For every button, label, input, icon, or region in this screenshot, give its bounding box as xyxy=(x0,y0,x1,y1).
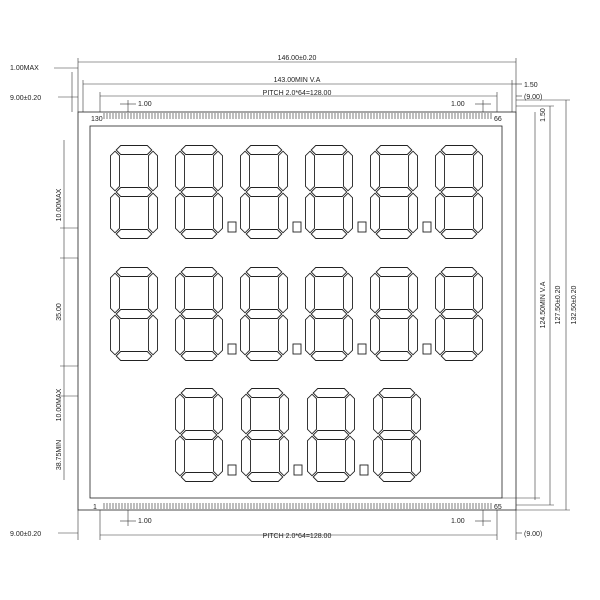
segment-a xyxy=(181,389,217,398)
segment-b xyxy=(474,273,483,313)
segment-d xyxy=(247,473,283,482)
dim-right-3: 132.50±0.20 xyxy=(571,285,578,325)
segment-a xyxy=(181,268,217,277)
segment-c xyxy=(409,193,418,233)
seven-segment-digit xyxy=(242,389,289,482)
segment-g xyxy=(246,188,282,197)
segment-g xyxy=(313,431,349,440)
decimal-point xyxy=(423,344,431,354)
segment-g xyxy=(311,188,347,197)
pin-label-top-left: 130 xyxy=(91,116,103,123)
segment-f xyxy=(306,273,315,313)
seven-segment-digit xyxy=(241,146,288,239)
segment-d xyxy=(116,230,152,239)
seven-segment-digit xyxy=(374,389,421,482)
dim-pitch-top: PITCH 2.0*64=128.00 xyxy=(262,90,332,97)
segment-g xyxy=(181,431,217,440)
segment-c xyxy=(474,193,483,233)
segment-g xyxy=(247,431,283,440)
segment-a xyxy=(311,268,347,277)
segment-b xyxy=(344,151,353,191)
seven-segment-digit xyxy=(306,268,353,361)
segment-c xyxy=(409,315,418,355)
segment-g xyxy=(376,310,412,319)
segment-f xyxy=(308,394,317,434)
seven-segment-digit xyxy=(306,146,353,239)
segment-a xyxy=(441,146,477,155)
segment-d xyxy=(311,352,347,361)
segment-f xyxy=(436,151,445,191)
decimal-point xyxy=(358,344,366,354)
segment-b xyxy=(214,273,223,313)
decimal-point xyxy=(293,344,301,354)
decimal-point xyxy=(358,222,366,232)
segment-f xyxy=(371,151,380,191)
dim-pitch-bottom: PITCH 2.0*64=128.00 xyxy=(262,533,332,540)
segment-d xyxy=(441,230,477,239)
seven-segment-digit xyxy=(371,146,418,239)
dim-left-mid: 35.00 xyxy=(56,303,63,321)
seven-segment-digit xyxy=(176,146,223,239)
segment-f xyxy=(241,273,250,313)
segment-f xyxy=(242,394,251,434)
dim-overall-width: 146.00±0.20 xyxy=(277,55,317,62)
segment-a xyxy=(181,146,217,155)
dim-pin-bottom-right: 1.00 xyxy=(451,518,465,525)
seven-segment-digit xyxy=(308,389,355,482)
segment-f xyxy=(436,273,445,313)
segment-b xyxy=(346,394,355,434)
dim-va-width: 143.00MIN V.A xyxy=(273,77,321,84)
segment-b xyxy=(409,273,418,313)
segment-g xyxy=(441,310,477,319)
segment-g xyxy=(181,310,217,319)
dim-top-left-offset: 9.00±0.20 xyxy=(10,95,42,102)
segment-b xyxy=(149,151,158,191)
dim-pin-top-right: 1.00 xyxy=(451,101,465,108)
segment-e xyxy=(371,315,380,355)
segment-e xyxy=(306,315,315,355)
segment-a xyxy=(246,146,282,155)
segment-b xyxy=(149,273,158,313)
segment-digit-array xyxy=(111,146,483,482)
segment-g xyxy=(246,310,282,319)
segment-g xyxy=(116,310,152,319)
segment-e xyxy=(242,436,251,476)
segment-d xyxy=(313,473,349,482)
segment-g xyxy=(311,310,347,319)
dim-top-left-max: 1.00MAX xyxy=(10,65,39,72)
segment-b xyxy=(279,151,288,191)
seven-segment-digit xyxy=(176,389,223,482)
segment-c xyxy=(214,436,223,476)
segment-e xyxy=(241,193,250,233)
segment-c xyxy=(280,436,289,476)
seven-segment-digit xyxy=(241,268,288,361)
seven-segment-digit xyxy=(436,268,483,361)
segment-c xyxy=(214,315,223,355)
segment-f xyxy=(111,151,120,191)
seven-segment-digit xyxy=(436,146,483,239)
segment-f xyxy=(111,273,120,313)
pin-label-top-right: 66 xyxy=(494,116,502,123)
segment-e xyxy=(371,193,380,233)
segment-g xyxy=(441,188,477,197)
segment-d xyxy=(181,473,217,482)
segment-b xyxy=(412,394,421,434)
decimal-point xyxy=(228,222,236,232)
dim-right-margin-top: 1.50 xyxy=(524,82,538,89)
segment-a xyxy=(441,268,477,277)
decimal-point xyxy=(293,222,301,232)
segment-e xyxy=(308,436,317,476)
segment-e xyxy=(111,315,120,355)
segment-g xyxy=(116,188,152,197)
segment-b xyxy=(344,273,353,313)
segment-d xyxy=(376,230,412,239)
segment-e xyxy=(176,193,185,233)
segment-d xyxy=(116,352,152,361)
segment-f xyxy=(176,151,185,191)
dim-right-margin-bottom-paren: (9.00) xyxy=(524,531,543,538)
segment-c xyxy=(346,436,355,476)
segment-c xyxy=(149,315,158,355)
decimal-point xyxy=(228,465,236,475)
segment-b xyxy=(280,394,289,434)
segment-d xyxy=(441,352,477,361)
segment-a xyxy=(376,268,412,277)
dim-pin-bottom-left: 1.00 xyxy=(138,518,152,525)
segment-f xyxy=(306,151,315,191)
segment-f xyxy=(176,273,185,313)
segment-a xyxy=(313,389,349,398)
segment-g xyxy=(376,188,412,197)
segment-d xyxy=(246,230,282,239)
segment-f xyxy=(371,273,380,313)
decimal-point xyxy=(228,344,236,354)
seven-segment-digit xyxy=(371,268,418,361)
dim-right-va: 124.50MIN V.A xyxy=(540,281,547,329)
segment-d xyxy=(311,230,347,239)
segment-a xyxy=(379,389,415,398)
segment-a xyxy=(247,389,283,398)
segment-b xyxy=(214,151,223,191)
segment-f xyxy=(374,394,383,434)
segment-e xyxy=(436,315,445,355)
segment-c xyxy=(149,193,158,233)
segment-d xyxy=(376,352,412,361)
top-pin-strip xyxy=(104,113,491,119)
segment-c xyxy=(214,193,223,233)
segment-d xyxy=(181,230,217,239)
segment-c xyxy=(344,315,353,355)
segment-d xyxy=(246,352,282,361)
decimal-point xyxy=(423,222,431,232)
dim-left-bottom-min: 38.75MIN xyxy=(56,439,63,471)
segment-c xyxy=(279,193,288,233)
segment-g xyxy=(379,431,415,440)
segment-c xyxy=(279,315,288,355)
seven-segment-digit xyxy=(111,146,158,239)
segment-b xyxy=(409,151,418,191)
segment-f xyxy=(176,394,185,434)
segment-f xyxy=(241,151,250,191)
segment-e xyxy=(176,436,185,476)
segment-c xyxy=(474,315,483,355)
decimal-point xyxy=(360,465,368,475)
dim-left-top: 10.00MAX xyxy=(56,188,63,222)
dim-left-bottom-max: 10.00MAX xyxy=(56,388,63,422)
pin-label-bottom-left: 1 xyxy=(93,504,97,511)
segment-c xyxy=(412,436,421,476)
dim-right-margin-top-paren: (9.00) xyxy=(524,94,543,101)
decimal-point xyxy=(294,465,302,475)
segment-g xyxy=(181,188,217,197)
pin-label-bottom-right: 65 xyxy=(494,504,502,511)
segment-a xyxy=(246,268,282,277)
dim-right-1: 1.50 xyxy=(540,108,547,122)
segment-a xyxy=(376,146,412,155)
segment-a xyxy=(116,146,152,155)
dim-right-2: 127.50±0.20 xyxy=(555,285,562,325)
segment-e xyxy=(241,315,250,355)
segment-e xyxy=(374,436,383,476)
bottom-pin-strip xyxy=(104,503,491,509)
seven-segment-digit xyxy=(176,268,223,361)
dim-pin-top-left: 1.00 xyxy=(138,101,152,108)
segment-e xyxy=(176,315,185,355)
segment-d xyxy=(181,352,217,361)
segment-e xyxy=(306,193,315,233)
seven-segment-digit xyxy=(111,268,158,361)
segment-e xyxy=(111,193,120,233)
dim-bottom-left-offset: 9.00±0.20 xyxy=(10,531,42,538)
segment-b xyxy=(279,273,288,313)
segment-c xyxy=(344,193,353,233)
segment-e xyxy=(436,193,445,233)
segment-b xyxy=(474,151,483,191)
segment-a xyxy=(311,146,347,155)
segment-a xyxy=(116,268,152,277)
segment-b xyxy=(214,394,223,434)
segment-d xyxy=(379,473,415,482)
